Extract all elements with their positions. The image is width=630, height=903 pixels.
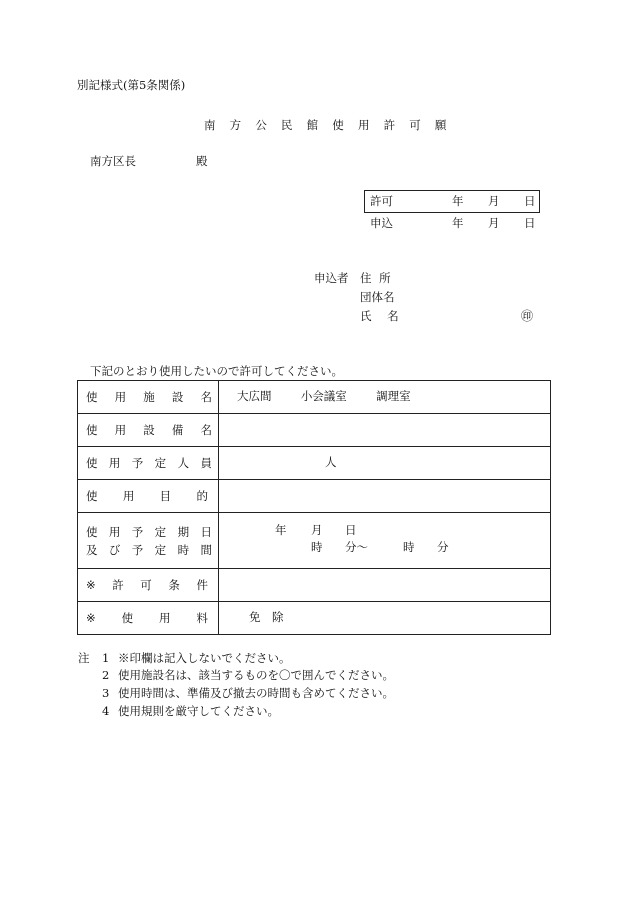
note-text: 使用施設名は、該当するものを〇で囲んでください。 bbox=[118, 668, 394, 682]
option-kitchen[interactable]: 調理室 bbox=[376, 389, 411, 404]
note-text: ※印欄は記入しないでください。 bbox=[118, 651, 291, 665]
note-text: 使用時間は、準備及び撤去の時間も含めてください。 bbox=[118, 686, 394, 700]
start-minute: 分〜 bbox=[345, 540, 368, 554]
form-reference: 別記様式(第5条関係) bbox=[77, 78, 186, 92]
conditions-field bbox=[219, 569, 551, 602]
schedule-field[interactable] bbox=[219, 513, 551, 569]
option-hall[interactable]: 大広間 bbox=[237, 389, 272, 404]
equipment-field[interactable] bbox=[219, 414, 551, 447]
applicant-org-label: 団体名 bbox=[360, 290, 395, 304]
note-number: 2 bbox=[102, 668, 110, 682]
permit-month: 月 bbox=[488, 194, 500, 208]
attendees-label: 使 用 予 定 人 員 bbox=[78, 447, 219, 480]
apply-month: 月 bbox=[488, 216, 500, 230]
attendees-field[interactable] bbox=[219, 447, 551, 480]
facility-options[interactable] bbox=[219, 381, 551, 414]
note-number: 1 bbox=[102, 651, 110, 665]
table-row bbox=[78, 447, 551, 480]
form-title: 南 方 公 民 館 使 用 許 可 願 bbox=[204, 118, 447, 132]
apply-label: 申込 bbox=[370, 216, 393, 230]
seal-mark: ㊞ bbox=[521, 309, 534, 323]
intro-text: 下記のとおり使用したいので許可してください。 bbox=[90, 364, 343, 378]
schedule-label: 使 用 予 定 期 日 及 び 予 定 時 間 bbox=[78, 513, 219, 569]
permit-year: 年 bbox=[452, 194, 464, 208]
applicant-role: 申込者 bbox=[314, 271, 349, 285]
fee-exempt: 免 除 bbox=[249, 610, 284, 625]
honorific: 殿 bbox=[196, 154, 208, 168]
end-minute: 分 bbox=[437, 540, 449, 554]
fee-label: ※ 使 用 料 bbox=[78, 602, 219, 635]
facility-label: 使 用 施 設 名 bbox=[78, 381, 219, 414]
table-row bbox=[78, 602, 551, 635]
table-row bbox=[78, 414, 551, 447]
start-hour: 時 bbox=[311, 540, 323, 554]
table-row bbox=[78, 513, 551, 569]
applicant-name-label: 氏 名 bbox=[360, 309, 399, 323]
note-number: 3 bbox=[102, 686, 110, 700]
purpose-field[interactable] bbox=[219, 480, 551, 513]
applicant-address-label: 住 所 bbox=[360, 271, 391, 285]
schedule-month: 月 bbox=[311, 523, 323, 537]
equipment-label: 使 用 設 備 名 bbox=[78, 414, 219, 447]
apply-day: 日 bbox=[524, 216, 536, 230]
note-text: 使用規則を厳守してください。 bbox=[118, 704, 279, 718]
application-table bbox=[77, 380, 551, 635]
fee-field bbox=[219, 602, 551, 635]
end-hour: 時 bbox=[403, 540, 415, 554]
permit-day: 日 bbox=[524, 194, 536, 208]
option-meeting-room[interactable]: 小会議室 bbox=[300, 389, 347, 404]
apply-year: 年 bbox=[452, 216, 464, 230]
table-row bbox=[78, 381, 551, 414]
addressee: 南方区長 bbox=[90, 154, 136, 168]
schedule-year: 年 bbox=[275, 523, 287, 537]
table-row bbox=[78, 569, 551, 602]
permit-label: 許可 bbox=[370, 194, 393, 208]
attendees-unit: 人 bbox=[325, 455, 337, 470]
notes-prefix: 注 bbox=[78, 651, 90, 665]
conditions-label: ※ 許 可 条 件 bbox=[78, 569, 219, 602]
note-number: 4 bbox=[102, 704, 110, 718]
schedule-day: 日 bbox=[345, 523, 357, 537]
table-row bbox=[78, 480, 551, 513]
purpose-label: 使 用 目 的 bbox=[78, 480, 219, 513]
